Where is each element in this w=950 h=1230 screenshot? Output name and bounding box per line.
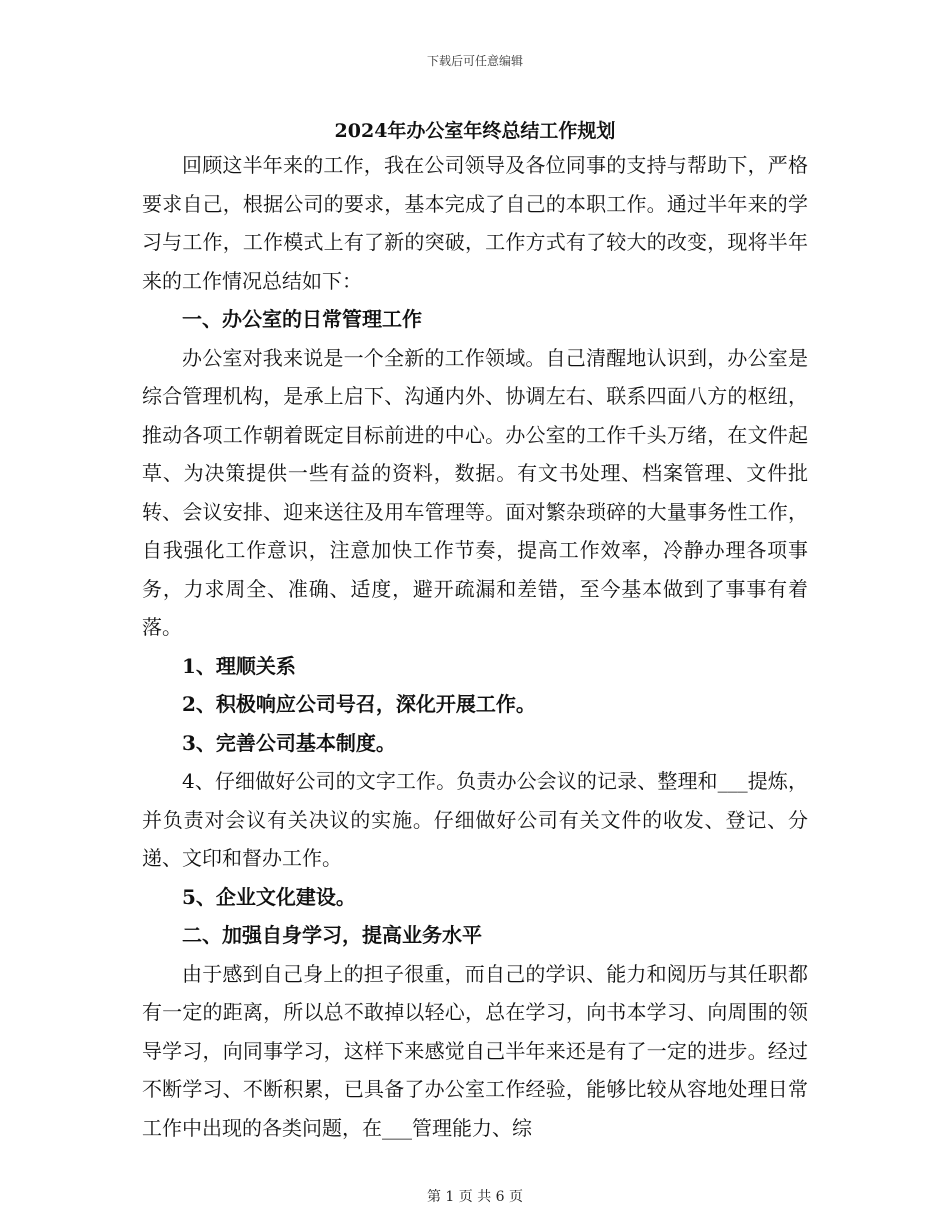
section1-item-3: 3、完善公司基本制度。 xyxy=(182,730,396,755)
section2-heading: 二、加强自身学习，提高业务水平 xyxy=(182,923,482,947)
intro-paragraph: 回顾这半年来的工作，我在公司领导及各位同事的支持与帮助下，严格要求自己，根据公司的要求，基本完成了自己的本职工作。通过半年来的学习与工作，工作模式上有了新的突破，工作方式有了较大的改变，现将半年来的工作情况总结如下： xyxy=(142,153,808,293)
page-header-note: 下载后可任意编辑 xyxy=(426,54,523,68)
section2-paragraph: 由于感到自己身上的担子很重，而自己的学识、能力和阅历与其任职都有一定的距离，所以总不敢掉以轻心，总在学习，向书本学习、向周围的领导学习，向同事学习，这样下来感觉自己半年来还是有了一定的进步。经过不断学习、不断积累，已具备了办公室工作经验，能够比较从容地处理日常工作中出现的各类问题，在___管理能力、综 xyxy=(142,961,808,1140)
section1-item-1: 1、理顺关系 xyxy=(182,653,296,678)
document-body xyxy=(142,146,808,1147)
section1-item-2: 2、积极响应公司号召，深化开展工作。 xyxy=(182,692,536,716)
section1-heading: 一、办公室的日常管理工作 xyxy=(182,307,422,331)
page-footer: 第 1 页 共 6 页 xyxy=(426,1189,524,1205)
section1-item-4: 4、仔细做好公司的文字工作。负责办公会议的记录、整理和___提炼，并负责对会议有关决议的实施。仔细做好公司有关文件的收发、登记、分递、文印和督办工作。 xyxy=(142,769,808,870)
section1-item-5: 5、企业文化建设。 xyxy=(182,884,356,909)
section1-paragraph: 办公室对我来说是一个全新的工作领域。自己清醒地认识到，办公室是综合管理机构，是承上启下、沟通内外、协调左右、联系四面八方的枢纽，推动各项工作朝着既定目标前进的中心。办公室的工作千头万绪，在文件起草、为决策提供一些有益的资料，数据。有文书处理、档案管理、文件批转、会议安排、迎来送往及用车管理等。面对繁杂琐碎的大量事务性工作，自我强化工作意识，注意加快工作节奏，提高工作效率，冷静办理各项事务，力求周全、准确、适度，避开疏漏和差错，至今基本做到了事事有着落。 xyxy=(142,345,808,639)
document-title: 2024年办公室年终总结工作规划 xyxy=(334,120,616,142)
